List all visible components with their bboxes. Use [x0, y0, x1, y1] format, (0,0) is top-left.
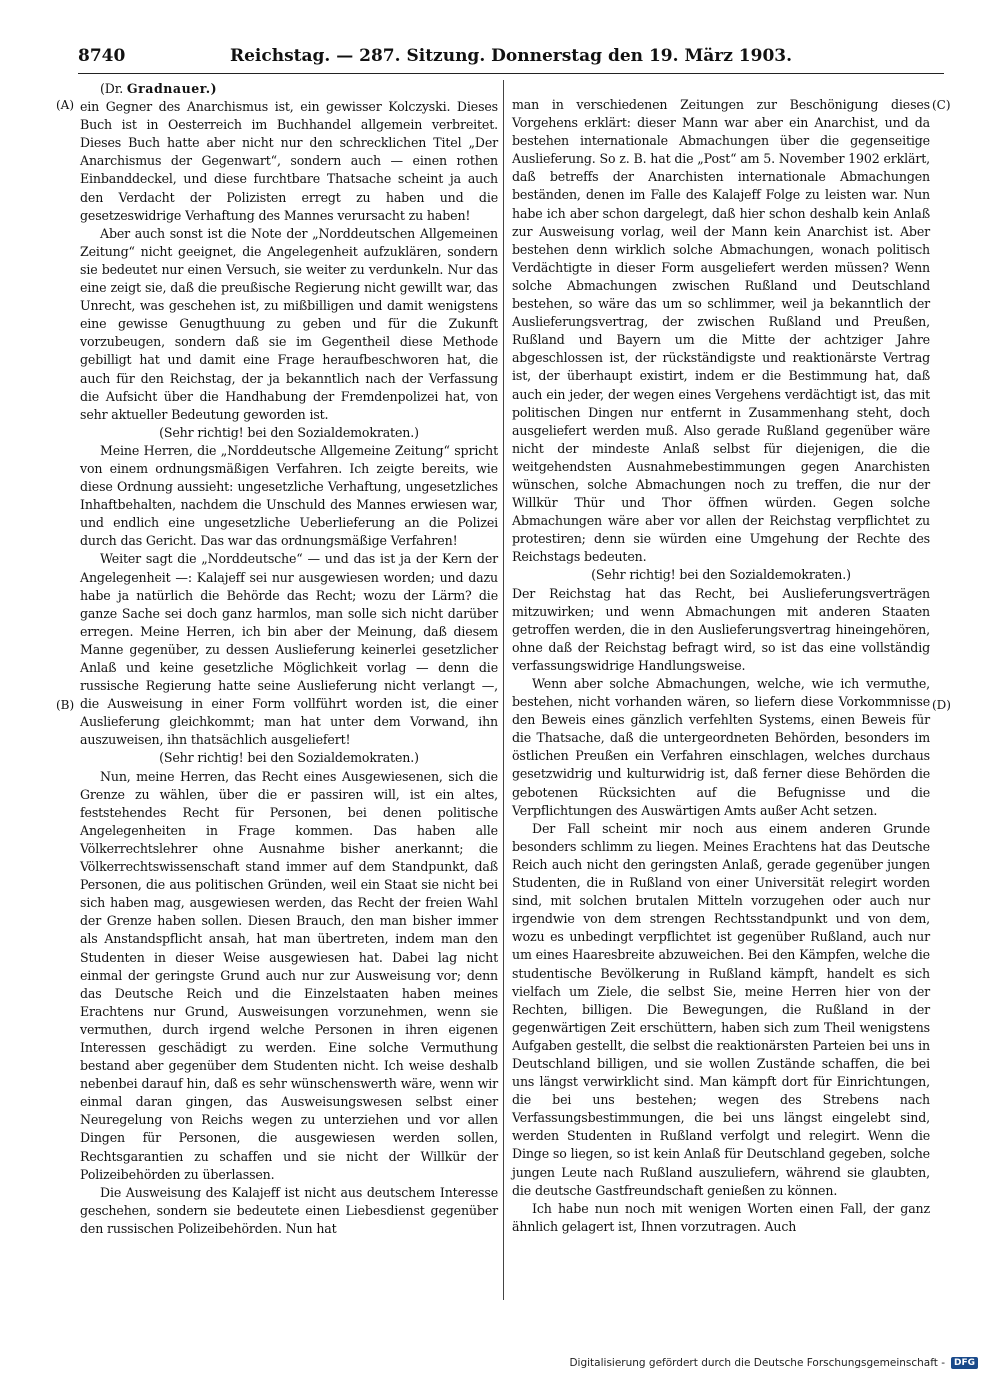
page-header: [78, 44, 944, 70]
paragraph: Nun, meine Herren, das Recht eines Ausgewiesenen, sich die Grenze zu wählen, über die er passiren will, ist ein altes, feststehendes Recht für Personen, bei denen politische Angelegenheiten in Frage kommen. Das haben alle Völkerrechtslehrer ohne Ausnahme bisher anerkannt; die Völkerrechtswissenschaft stand immer auf dem Standpunkt, daß Personen, die aus politischen Gründen, weil ein Staat sie nicht bei sich haben mag, ausgewiesen werden, das Recht der freien Wahl der Grenze haben sollen. Diesen Brauch, den man bisher immer als Anstandspflicht ansah, hat man übertreten, indem man den Studenten in dieser Weise ausgewiesen hat. Dabei lag nicht einmal der geringste Grund auch nur zur Ausweisung vor; denn das Deutsche Reich und die Einzelstaaten haben meines Erachtens nur Grund, Ausweisungen vorzunehmen, wenn sie vermuthen, durch irgend welche Personen in ihren eigenen Interessen geschädigt zu werden. Eine solche Vermuthung bestand aber gegenüber dem Studenten nicht. Ich weise deshalb nebenbei darauf hin, daß es sehr wünschenswerth wäre, wenn wir einmal daran gingen, das Ausweisungswesen selbst einer Neuregelung von Reichs wegen zu unterziehen und vor allen Dingen für Personen, die ausgewiesen werden sollen, Rechtsgarantien zu schaffen und sie nicht der Willkür der Polizeibehörden zu überlassen.: [80, 768, 498, 1182]
paragraph: Der Fall scheint mir noch aus einem anderen Grunde besonders schlimm zu liegen. Meines Erachtens hat das Deutsche Reich auch nicht den geringsten Anlaß, gerade gegenüber jungen Studenten, die in Rußland von einer Universität relegirt worden sind, mit solchen brutalen Mitteln vorzugehen oder auch nur irgendwie von dem strengen Rechtsstandpunkt und von dem, wozu es unbedingt verpflichtet ist gegenüber Rußland, auch nur um eines Haaresbreite abzuweichen. Bei den Kämpfen, welche die studentische Bevölkerung in Rußland kämpft, handelt es sich vielfach um Ziele, die selbst Sie, meine Herren hier von der Rechten, billigen. Die Bewegungen, die Rußland in der gegenwärtigen Zeit erschüttern, haben sich zum Theil wenigstens Aufgaben gestellt, die selbst die reaktionärsten Parteien bei uns in Deutschland billigen, und sie wollen Zustände schaffen, die bei uns längst verwirklicht sind. Man kämpft dort für Einrichtungen, die bei uns bestehen; wegen des Strebens nach Verfassungsbestimmungen, die bei uns längst eingelebt sind, werden Studenten in Rußland verfolgt und relegirt. Wenn die Dinge so liegen, so ist kein Anlaß für Deutschland gegeben, solche jungen Leute nach Rußland auszuliefern, während sie glaubten, die deutsche Gastfreundschaft genießen zu können.: [512, 820, 930, 1198]
paragraph: man in verschiedenen Zeitungen zur Beschönigung dieses Vorgehens erklärt: dieser Mann war aber ein Anarchist, und da bestehen internationale Abmachungen über die gegenseitige Auslieferung. So z. B. hat die „Post“ am 5. November 1902 erklärt, daß betreffs der Anarchisten internationale Abmachungen beständen, denen im Falle des Kalajeff Folge zu leisten war. Nun habe ich aber schon dargelegt, daß hier schon deshalb kein Anlaß zur Ausweisung vorlag, weil der Mann kein Anarchist ist. Aber bestehen denn wirklich solche Abmachungen, wonach politisch Verdächtigte in dieser Form ausgeliefert werden müssen? Wenn solche Abmachungen zwischen Rußland und Deutschland bestehen, so wäre das um so schlimmer, weil ja bekanntlich der Auslieferungsvertrag, der zwischen Rußland und Preußen, Rußland und Bayern um die Mitte der achtziger Jahre abgeschlossen ist, der rückständigste und reaktionärste Vertrag ist, der überhaupt existirt, indem er die Bestimmung hat, daß auch ein jeder, der wegen eines Vergehens verdächtigt ist, das mit politischen Dingen nur entfernt in Zusammenhang steht, doch ausgeliefert werden muß. Also gerade Rußland gegenüber wäre nicht der mindeste Anlaß selbst für diejenigen, die die weitgehendsten Ausnahmebestimmungen gegen Anarchisten wünschen, solche Abmachungen noch zu treffen, die nur der Willkür Thür und Thor öffnen würden. Gegen solche Abmachungen wäre aber vor allen der Reichstag verpflichtet zu protestiren; denn sie würden eine Umgehung der Rechte des Reichstags bedeuten.: [512, 97, 930, 565]
paragraph: Aber auch sonst ist die Note der „Norddeutschen Allgemeinen Zeitung“ nicht geeignet, die Angelegenheit aufzuklären, sondern sie bedeutet nur einen Versuch, sie weiter zu verdunkeln. Nur das eine zeigt sie, daß die preußische Regierung nicht gewillt war, das Unrecht, was geschehen ist, zu mißbilligen und damit wenigstens eine gewisse Genugthuung zu geben und für die Zukunft vorzubeugen, sondern daß sie im Gegentheil diese Methode gebilligt hat und damit eine Frage heraufbeschworen hat, die auch für den Reichstag, der ja bekanntlich nach der Verfassung die Aufsicht über die Handhabung der Fremdenpolizei hat, von sehr aktueller Bedeutung geworden ist.: [80, 225, 498, 422]
dfg-logo-icon: DFG: [951, 1357, 978, 1369]
paragraph: Wenn aber solche Abmachungen, welche, wie ich vermuthe, bestehen, nicht vorhanden wären, so liefern diese Vorkommnisse den Beweis eines gänzlich verfehlten Systems, einen Beweis für die Thatsache, daß die untergeordneten Behörden, besonders im östlichen Preußen ein Verfahren einschlagen, welches durchaus gesetzwidrig und kulturwidrig ist, daß ferner diese Behörden die gebotenen Rücksichten auf die Befugnisse und die Verpflichtungen des Auswärtigen Amts außer Acht setzen.: [512, 676, 930, 818]
paragraph: Ich habe nun noch mit wenigen Worten einen Fall, der ganz ähnlich gelagert ist, Ihnen vorzutragen. Auch: [512, 1200, 930, 1234]
speaker-name: Gradnauer.): [126, 81, 218, 96]
margin-marker-b: (B): [56, 698, 75, 712]
interjection: (Sehr richtig! bei den Sozialdemokraten.): [159, 424, 419, 440]
left-column: [80, 80, 498, 1238]
interjection: (Sehr richtig! bei den Sozialdemokraten.): [591, 567, 851, 583]
margin-marker-d: (D): [932, 698, 951, 712]
paragraph: Die Ausweisung des Kalajeff ist nicht aus deutschem Interesse geschehen, sondern sie bedeutete einen Liebesdienst gegenüber den russischen Polizeibehörden. Nun hat: [80, 1184, 498, 1236]
paragraph: Der Reichstag hat das Recht, bei Auslieferungsverträgen mitzuwirken; und wenn Abmachungen mit anderen Staaten getroffen werden, die in den Auslieferungsvertrag hineingehören, ohne daß der Reichstag befragt wird, so ist das eine vollständig verfassungswidrige Handlungsweise.: [512, 585, 930, 673]
header-rule: [78, 73, 944, 74]
interjection: (Sehr richtig! bei den Sozialdemokraten.): [159, 750, 419, 766]
digitization-footer: [569, 1357, 978, 1369]
margin-marker-a: (A): [56, 98, 75, 112]
column-divider: [503, 80, 504, 1300]
paragraph: Weiter sagt die „Norddeutsche“ — und das ist ja der Kern der Angelegenheit —: Kalajeff sei nur ausgewiesen worden; und dazu habe ja natürlich die Behörde das Recht; wozu der Lärm? die ganze Sache sei doch ganz harmlos, man solle sich nicht darüber erregen. Meine Herren, ich bin aber der Meinung, daß diesem Manne gegenüber, zu dessen Auslieferung keinerlei gesetzlicher Anlaß und keine gesetzliche Möglichkeit vorlag — denn die russische Regierung hatte seine Auslieferung nicht verlangt —, die Ausweisung in einer Form vollführt worden ist, die einer Auslieferung gleichkommt; man hat unter dem Vorwand, ihn auszuweisen, ihn thatsächlich ausgeliefert!: [80, 551, 498, 748]
paragraph: Meine Herren, die „Norddeutsche Allgemeine Zeitung“ spricht von einem ordnungsmäßigen Verfahren. Ich zeigte bereits, wie diese Ordnung aussieht: ungesetzliche Verhaftung, ungesetzliches Inhaftbehalten, nachdem die Unschuld des Mannes erwiesen war, und endlich eine ungesetzliche Ueberlieferung an die Polizei durch das Gericht. Das war das ordnungsmäßige Verfahren!: [80, 442, 498, 549]
footer-text: Digitalisierung gefördert durch die Deutsche Forschungsgemeinschaft -: [569, 1357, 945, 1369]
right-column: [512, 96, 930, 1236]
speaker-label: [80, 80, 498, 98]
margin-marker-c: (C): [932, 98, 951, 112]
paragraph: ein Gegner des Anarchismus ist, ein gewisser Kolczyski. Dieses Buch ist in Oesterreich im Buchhandel allgemein verbreitet. Dieses Buch hatte aber nicht nur den schrecklichen Titel „Der Anarchismus der Gegenwart“, sondern auch — einen rothen Einbanddeckel, und diese furchtbare Thatsache scheint ja auch den Verdacht der Polizisten erregt zu haben und die gesetzeswidrige Verhaftung des Mannes verursacht zu haben!: [80, 99, 498, 223]
speaker-prefix: (Dr.: [100, 81, 124, 96]
page-title: Reichstag. — 287. Sitzung. Donnerstag den 19. März 1903.: [229, 46, 793, 66]
page-number: 8740: [78, 46, 126, 66]
